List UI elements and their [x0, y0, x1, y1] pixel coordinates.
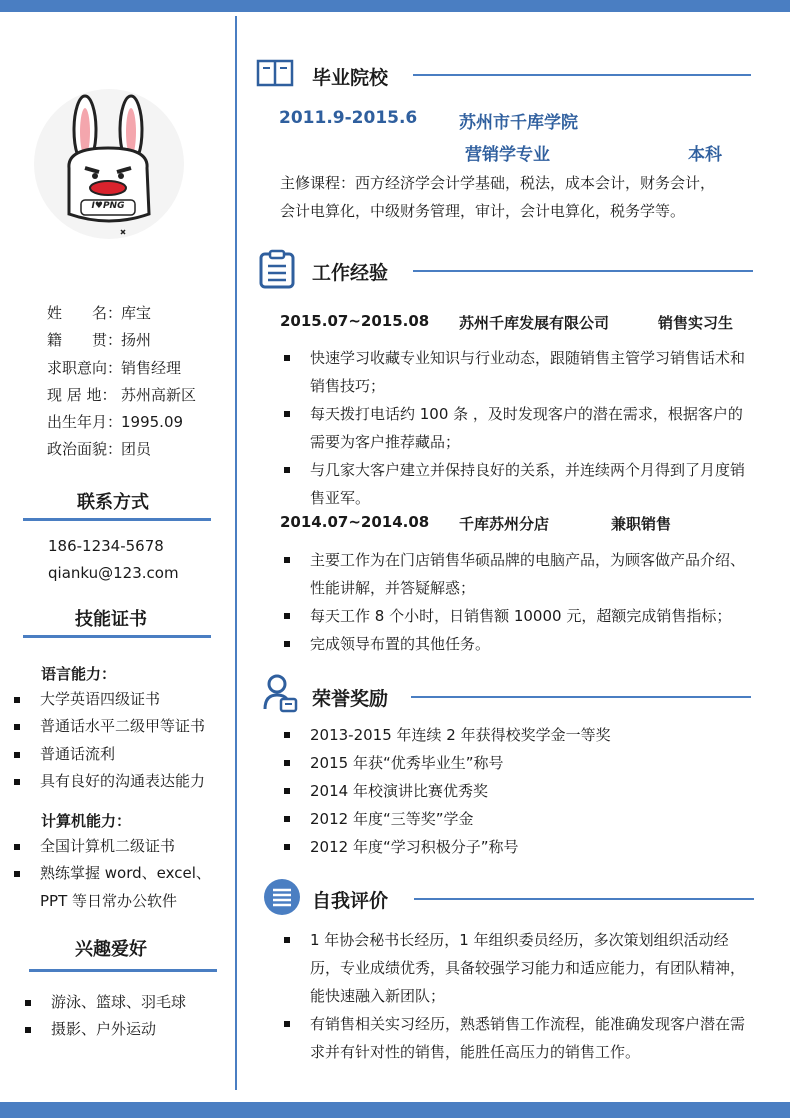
self-eval-rule — [414, 898, 754, 900]
skills-title: 技能证书 — [75, 609, 147, 630]
list-item: 2012 年度“学习积极分子”称号 — [280, 833, 750, 861]
work-title: 工作经验 — [312, 262, 389, 284]
list-item: 2015 年获“优秀毕业生”称号 — [280, 749, 750, 777]
info-name: 姓 名：库宝 — [47, 304, 152, 322]
job1-period: 2015.07~2015.08 — [280, 312, 430, 330]
language-title: 语言能力： — [41, 665, 117, 683]
skills-rule — [23, 635, 211, 638]
info-birth: 出生年月：1995.09 — [47, 413, 184, 432]
honors-list — [280, 721, 750, 861]
list-item: 有销售相关实习经历，熟悉销售工作流程，能准确发现客户潜在需求并有针对性的销售，能胜任高压力的销售工作。 — [280, 1010, 750, 1066]
list-item: 游泳、篮球、羽毛球 — [25, 989, 186, 1016]
edu-period: 2011.9-2015.6 — [279, 108, 418, 128]
job1-position: 销售实习生 — [658, 314, 734, 332]
hobbies-rule — [29, 969, 217, 972]
top-bar — [0, 0, 790, 12]
list-item: 普通话水平二级甲等证书 — [14, 713, 205, 740]
avatar-badge: I♥PNG — [91, 201, 125, 211]
job2-period: 2014.07~2014.08 — [280, 513, 430, 531]
contact-email: qianku@123.com — [48, 564, 179, 582]
list-item: 2014 年校演讲比赛优秀奖 — [280, 777, 750, 805]
self-eval-title: 自我评价 — [312, 890, 389, 912]
clipboard-icon — [258, 249, 296, 289]
self-eval-list — [280, 926, 750, 1066]
info-residence: 现 居 地： 苏州高新区 — [47, 385, 197, 404]
list-item: 熟练掌握 word、excel、 — [14, 860, 211, 887]
personal-info — [47, 300, 196, 464]
info-job-intention: 求职意向：销售经理 — [47, 358, 182, 377]
list-item: 主要工作为在门店销售华硕品牌的电脑产品，为顾客做产品介绍、性能讲解，并答疑解惑； — [280, 546, 750, 602]
job2-position: 兼职销售 — [611, 515, 672, 533]
edu-courses-line1: 主修课程：西方经济学会计学基础，税法，成本会计，财务会计， — [280, 174, 716, 192]
list-item: 具有良好的沟通表达能力 — [14, 768, 205, 795]
hobbies-list — [25, 989, 186, 1044]
avatar — [33, 88, 185, 240]
list-item: 2013-2015 年连续 2 年获得校奖学金一等奖 — [280, 721, 750, 749]
education-rule — [413, 74, 751, 76]
edu-degree: 本科 — [688, 145, 722, 165]
list-item: 每天拨打电话约 100 条 ，及时发现客户的潜在需求，根据客户的需要为客户推荐藏品； — [280, 400, 750, 456]
bottom-bar — [0, 1102, 790, 1118]
list-item: 完成领导布置的其他任务。 — [280, 630, 750, 658]
job1-duties — [280, 344, 750, 512]
list-item: 与几家大客户建立并保持良好的关系，并连续两个月得到了月度销售亚军。 — [280, 456, 750, 512]
edu-school: 苏州市千库学院 — [459, 113, 578, 133]
computer-list — [14, 833, 211, 915]
contact-phone: 186-1234-5678 — [48, 537, 164, 555]
book-icon — [256, 58, 294, 88]
list-item: 1 年协会秘书长经历，1 年组织委员经历，多次策划组织活动经历，专业成绩优秀，具备较强学习能力和适应能力，有团队精神，能快速融入新团队； — [280, 926, 750, 1010]
column-divider — [235, 16, 237, 1090]
list-item: 快速学习收藏专业知识与行业动态，跟随销售主管学习销售话术和销售技巧； — [280, 344, 750, 400]
list-item: 普通话流利 — [14, 741, 205, 768]
contact-rule — [23, 518, 211, 521]
list-item: 摄影、户外运动 — [25, 1016, 186, 1043]
work-rule — [413, 270, 753, 272]
computer-title: 计算机能力： — [41, 812, 132, 830]
job2-company: 千库苏州分店 — [459, 515, 550, 533]
honors-title: 荣誉奖励 — [312, 688, 389, 710]
contact-title: 联系方式 — [77, 492, 149, 513]
info-hometown: 籍 贯：扬州 — [47, 331, 152, 350]
list-circle-icon — [263, 878, 301, 916]
edu-courses-line2: 会计电算化，中级财务管理，审计，会计电算化，税务学等。 — [280, 202, 686, 220]
info-political: 政治面貌：团员 — [47, 440, 152, 459]
education-title: 毕业院校 — [312, 67, 389, 89]
list-item: 全国计算机二级证书 — [14, 833, 211, 860]
language-list — [14, 686, 205, 795]
job1-company: 苏州千库发展有限公司 — [459, 314, 610, 332]
list-item: 大学英语四级证书 — [14, 686, 205, 713]
job2-duties — [280, 546, 750, 658]
person-award-icon — [262, 673, 298, 713]
list-item: 每天工作 8 个小时，日销售额 10000 元，超额完成销售指标； — [280, 602, 750, 630]
honors-rule — [411, 696, 751, 698]
list-item: 2012 年度“三等奖”学金 — [280, 805, 750, 833]
hobbies-title: 兴趣爱好 — [75, 939, 147, 960]
rabbit-avatar-icon — [33, 88, 185, 240]
list-item-continued: PPT 等日常办公软件 — [40, 891, 178, 910]
edu-major: 营销学专业 — [465, 145, 550, 165]
